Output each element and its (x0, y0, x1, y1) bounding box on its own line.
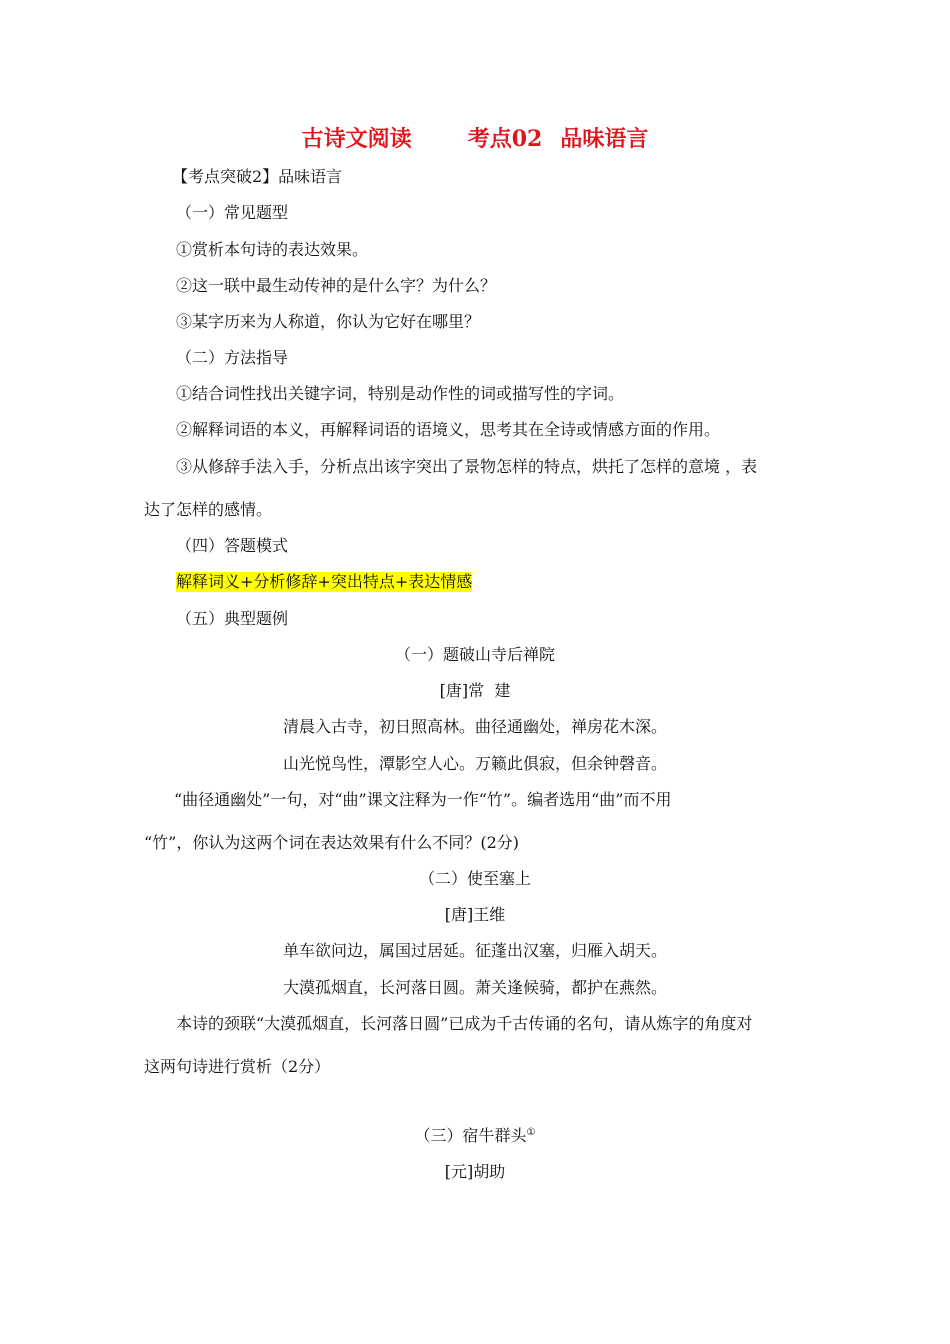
question-text: “曲径通幽处”一句，对“曲”课文注释为一作“竹”。编者选用“曲”而不用 (174, 790, 672, 809)
poem-line: 山光悦鸟性，潭影空人心。万籁此俱寂，但余钟磬音。 (282, 754, 667, 773)
examples-heading: （五）典型题例 (176, 609, 289, 628)
common-type-item: ②这一联中最生动传神的是什么字？为什么？ (176, 276, 497, 295)
poem-author: [唐]王维 (444, 905, 506, 924)
method-item: ②解释词语的本义，再解释词语的语境义，思考其在全诗或情感方面的作用。 (176, 420, 721, 439)
method-item: ③从修辞手法入手，分析点出该字突出了景物怎样的特点，烘托了怎样的意境 ，表 (176, 457, 758, 476)
poem-title (0, 1126, 950, 1146)
poem-author: [唐]常 建 (439, 681, 511, 700)
section-header: 【考点突破2】品味语言 (172, 167, 343, 186)
poem-title: （二）使至塞上 (418, 869, 531, 888)
question-text-continuation: 这两句诗进行赏析（2分） (144, 1057, 331, 1076)
title-point-name: 品味语言 (560, 126, 649, 152)
page-title (0, 124, 950, 154)
common-types-heading: （一）常见题型 (176, 203, 289, 222)
title-topic: 古诗文阅读 (301, 126, 412, 152)
method-item-continuation: 达了怎样的感情。 (144, 500, 273, 519)
question-text: 本诗的颈联“大漠孤烟直，长河落日圆”已成为千古传诵的名句，请从炼字的角度对 (176, 1014, 753, 1033)
title-point-number: 考点02 (467, 126, 543, 152)
poem-author: [元]胡助 (444, 1162, 506, 1181)
answer-formula-highlight: 解释词义+分析修辞+突出特点+表达情感 (176, 572, 473, 591)
poem-title: （一）题破山寺后禅院 (394, 645, 555, 664)
poem-line: 清晨入古寺，初日照高林。曲径通幽处，禅房花木深。 (282, 717, 667, 736)
common-type-item: ③某字历来为人称道，你认为它好在哪里？ (176, 312, 481, 331)
method-heading: （二）方法指导 (176, 348, 289, 367)
poem-line: 大漠孤烟直，长河落日圆。萧关逢候骑，都护在燕然。 (282, 978, 667, 997)
poem-line: 单车欲问边，属国过居延。征蓬出汉塞，归雁入胡天。 (282, 941, 667, 960)
question-text-continuation: “竹”，你认为这两个词在表达效果有什么不同？(2分) (144, 833, 520, 852)
common-type-item: ①赏析本句诗的表达效果。 (176, 240, 369, 259)
answer-mode-heading: （四）答题模式 (176, 536, 289, 555)
footnote-marker: ① (526, 1127, 536, 1138)
method-item: ①结合词性找出关键字词，特别是动作性的词或描写性的字词。 (176, 384, 625, 403)
poem-title-text: （三）宿牛群头 (414, 1126, 527, 1145)
